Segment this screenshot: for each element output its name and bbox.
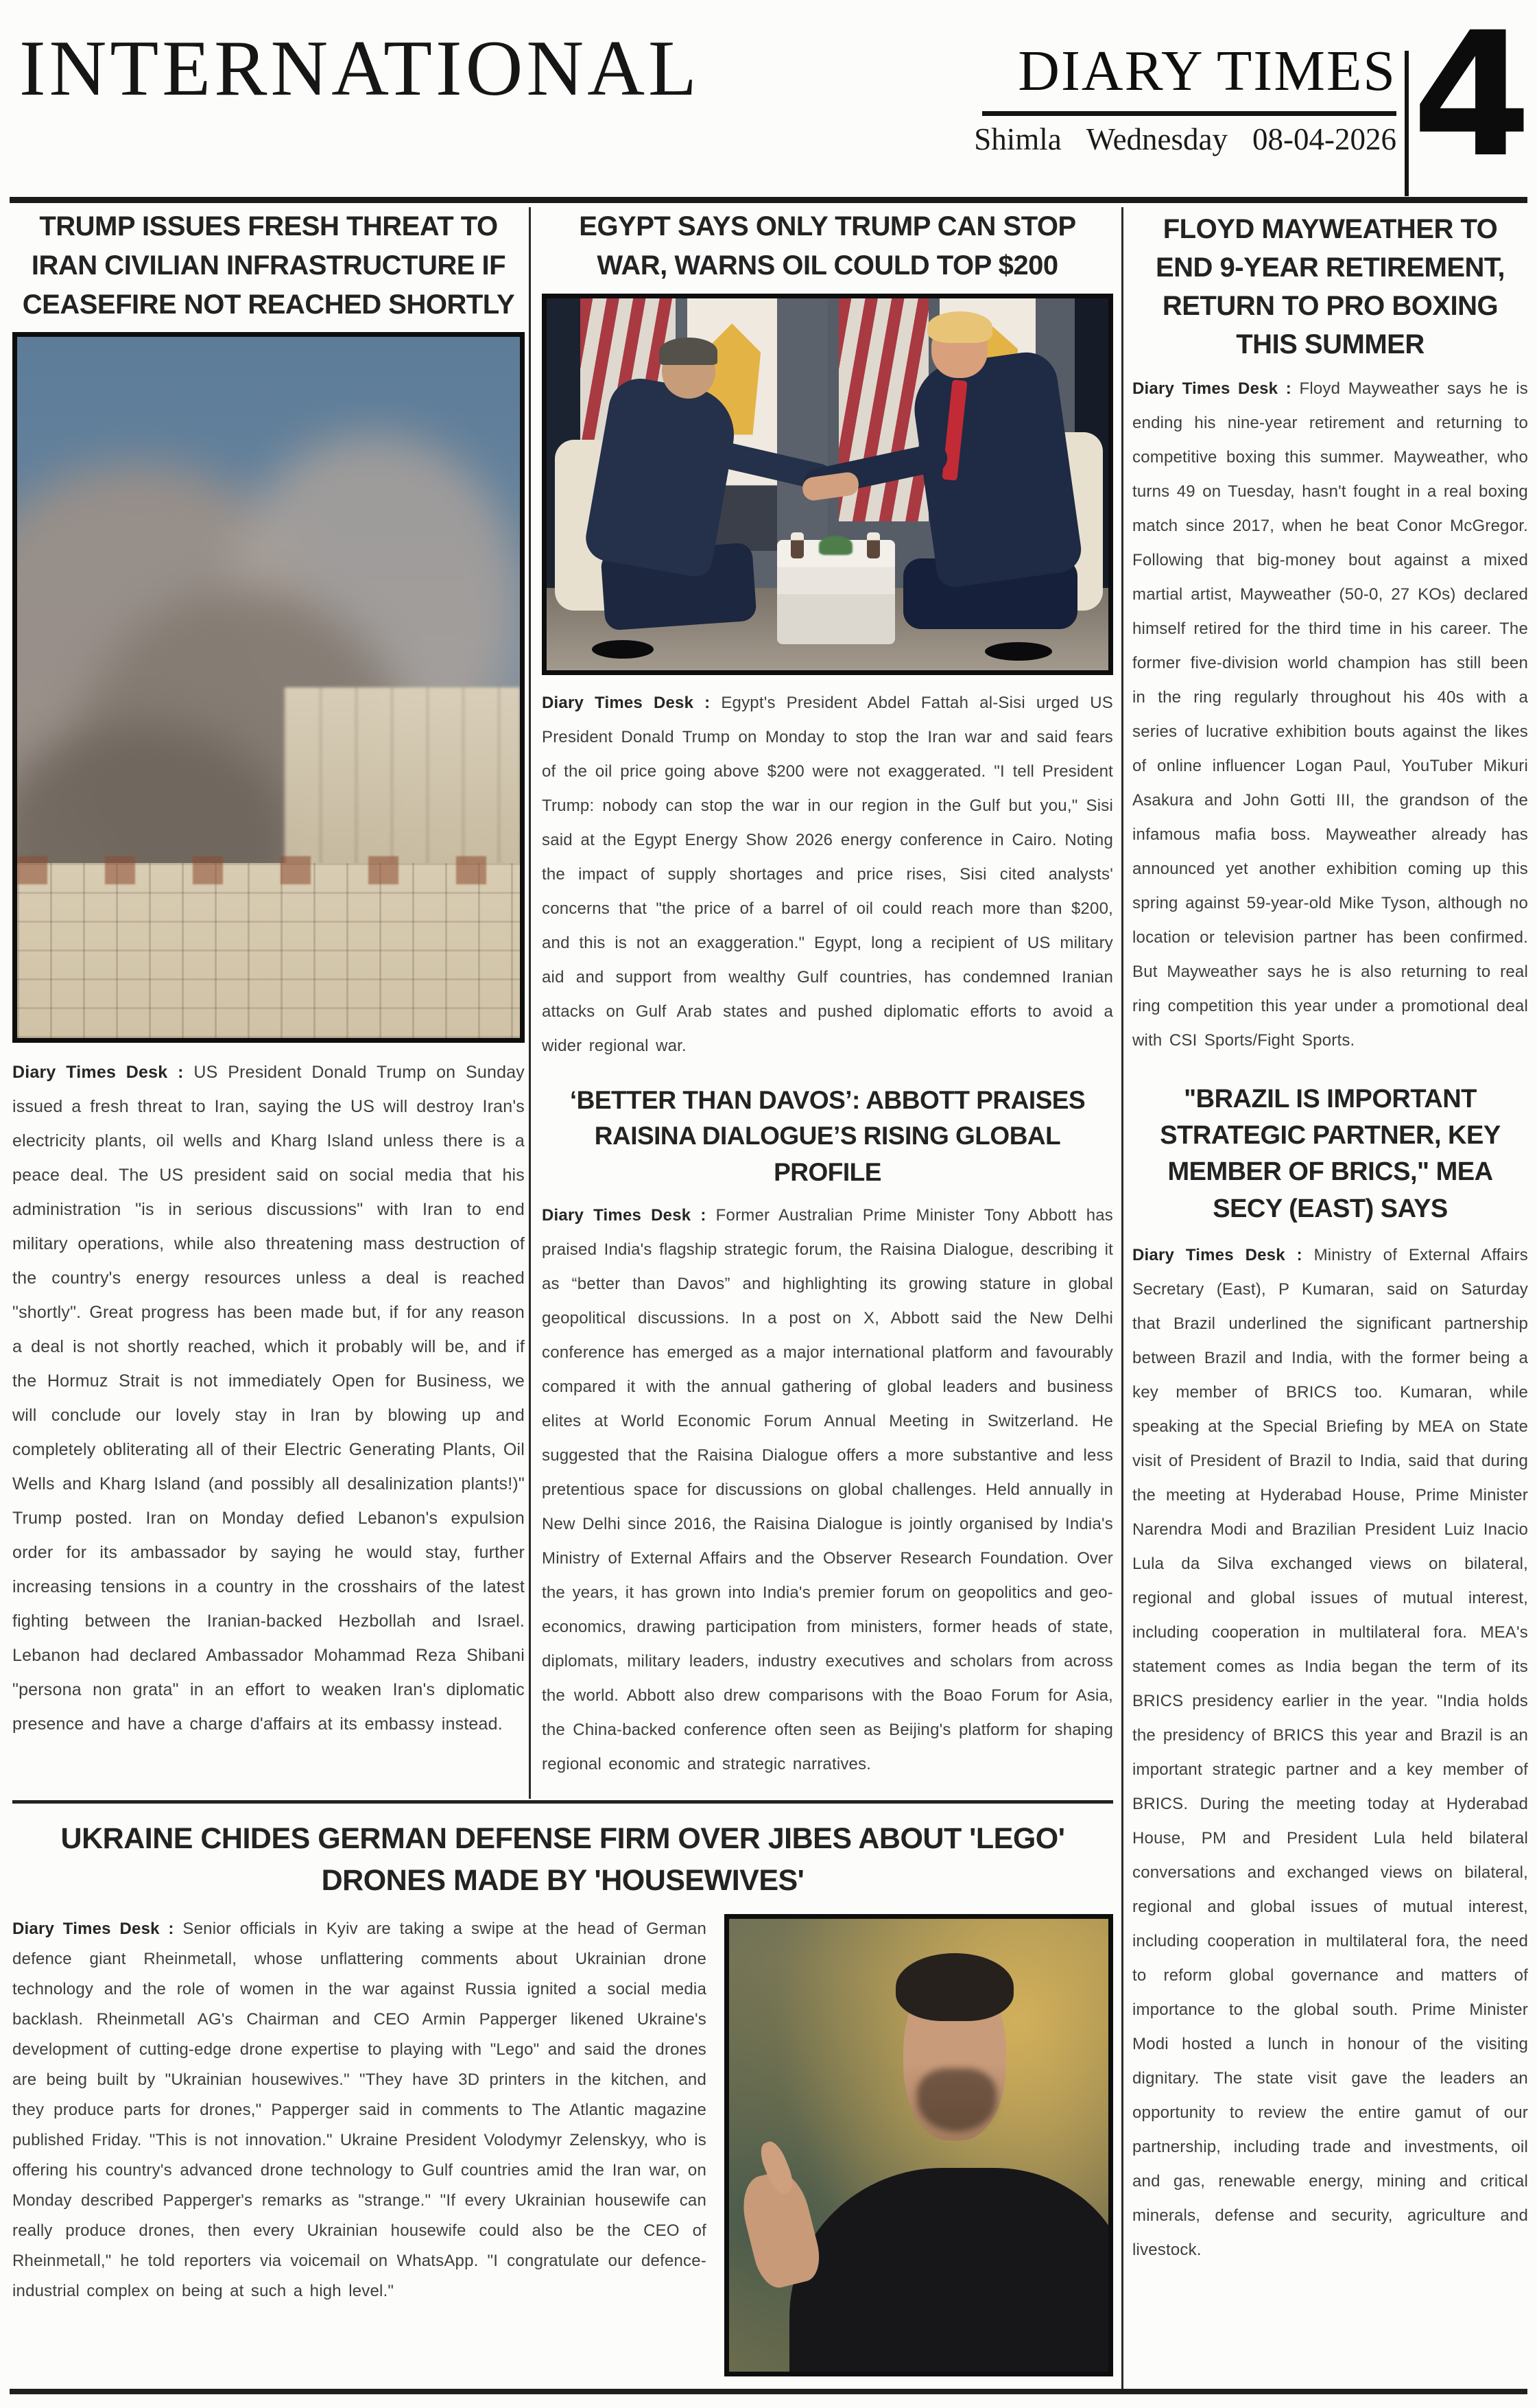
photo-art-glass	[791, 532, 804, 558]
article-headline: EGYPT SAYS ONLY TRUMP CAN STOP WAR, WARNS OIL COULD TOP $200	[579, 211, 1076, 281]
article-body	[12, 1055, 525, 1741]
desk-lead-label: Diary Times Desk :	[12, 1063, 184, 1083]
desk-lead-label: Diary Times Desk :	[1132, 379, 1291, 398]
zelenskyy-photo	[724, 1914, 1113, 2376]
desk-lead-label: Diary Times Desk :	[12, 1920, 174, 1939]
article-body-text: Former Australian Prime Minister Tony Abbott has praised India's flagship strategic forum, the Raisina Dialogue, describing it as “better than Davos” and highlighting its growing stature in global geopolitical discussions. In a post on X, Abbott said the New Delhi conference has emerged as a major international platform and favourably compared it with the annual gathering of global leaders and business elites at World Economic Forum Annual Meeting in Switzerland. He suggested that the Raisina Dialogue offers a more substantive and less pretentious space for discussions on global challenges. Held annually in New Delhi since 2016, the Raisina Dialogue is jointly organised by India's Ministry of External Affairs and the Observer Research Foundation. Over the years, it has grown into India's premier forum on geopolitics and geo-economics, drawing participation from ministers, former heads of state, diplomats, military leaders, industry executives and scholars from across the world. Abbott also drew comparisons with the Boao Forum for Asia, the China-backed conference often seen as Beijing's platform for shaping regional economic and strategic narratives.	[542, 1206, 1113, 1774]
photo-art-city-skyline	[284, 687, 521, 870]
article-headline: UKRAINE CHIDES GERMAN DEFENSE FIRM OVER JIBES ABOUT 'LEGO' DRONES MADE BY 'HOUSEWIVES'	[60, 1822, 1065, 1898]
article-headline: TRUMP ISSUES FRESH THREAT TO IRAN CIVILIAN INFRASTRUCTURE IF CEASEFIRE NOT REACHED SHORTLY	[22, 211, 515, 320]
column-divider-2	[1121, 207, 1123, 2389]
mid-section-rule	[12, 1800, 1113, 1804]
photo-art-beard	[917, 2068, 997, 2132]
article-egypt-oil	[542, 207, 1113, 1782]
top-rule	[10, 197, 1527, 203]
photo-art-glass	[867, 532, 880, 558]
edition-date: 08-04-2026	[1252, 122, 1396, 156]
photo-art-shoe	[592, 640, 654, 659]
article-trump-iran	[12, 207, 525, 1741]
article-body-text: Senior officials in Kyiv are taking a swipe at the head of German defence giant Rheinmetall, whose unflattering comments about Ukrainian drone technology and the role of women in the war against Russia ignited a social media backlash. Rheinmetall AG's Chairman and CEO Armin Papperger likened Ukraine's development of cutting-edge drone expertise to playing with "Lego" and said the drones are being built by "Ukrainian housewives." "They have 3D printers in the kitchen, and they produce parts for drones," Papperger said in comments to The Atlantic magazine published Friday. "This is not innovation." Ukraine President Volodymyr Zelenskyy, who is offering his country's advanced drone technology to Gulf countries amid the Iran war, on Monday described Papperger's remarks as "strange." "If every Ukrainian housewife can really produce drones, then every Ukrainian housewife could also be the CEO of Rheinmetall," he told reporters via voicemail on WhatsApp. "I congratulate our defence-industrial complex on being at such a high level."	[12, 1920, 707, 2301]
article-ukraine-drones	[12, 1818, 1113, 2376]
desk-lead-label: Diary Times Desk :	[1132, 1245, 1302, 1264]
article-body	[1132, 372, 1528, 1058]
photo-art-city-skyline	[17, 863, 520, 1039]
ukraine-article-row	[12, 1914, 1113, 2376]
place-date-line	[974, 124, 1396, 155]
article-body-text: Floyd Mayweather says he is ending his nine-year retirement and returning to competitive boxing this summer. Mayweather, who turns 49 on Tuesday, hasn't fought in a real boxing match since 2017, when he beat Conor McGregor. Following that big-money bout against a mixed martial artist, Mayweather (50-0, 27 KOs) declared himself retired for the third time in his career. The former five-division world champion has still been in the ring regularly throughout his 40s with a series of lucrative exhibition bouts against the likes of online influencer Logan Paul, YouTuber Mikuri Asakura and John Gotti III, the grandson of the infamous mafia boss. Mayweather already has announced yet another exhibition coming up this spring against 59-year-old Mike Tyson, although no location or television partner has been confirmed. But Mayweather says he is also returning to real ring competition this year under a promotional deal with CSI Sports/Fight Sports.	[1132, 379, 1529, 1050]
article-body	[12, 1914, 706, 2306]
desk-lead-label: Diary Times Desk :	[542, 1206, 706, 1225]
article-headline-abbott: ‘BETTER THAN DAVOS’: ABBOTT PRAISES RAISINA DIALOGUE’S RISING GLOBAL PROFILE	[569, 1085, 1086, 1186]
article-body-abbott	[542, 1199, 1113, 1782]
article-body-text: Ministry of External Affairs Secretary (East), P Kumaran, said on Saturday that Brazil underlined the significant partnership between Brazil and India, with the former being a key member of BRICS too. Kumaran, while speaking at the Special Briefing by MEA on State visit of President of Brazil to India, said that during the meeting at Hyderabad House, Prime Minister Narendra Modi and Brazilian President Luiz Inacio Lula da Silva exchanged views on bilateral, regional and global issues of mutual interest, including cooperation in multilateral fora. MEA's statement comes as India began the term of its BRICS presidency earlier in the year. "India holds the presidency of BRICS this year and Brazil is an important strategic partner and a key member of BRICS. During the meeting today at Hyderabad House, PM and President Lula held bilateral conversations and exchanged views on bilateral, regional and global issues of mutual interest, including cooperation in multilateral fora, the need to reform global governance and matters of importance to the global south. Prime Minister Modi hosted a lunch in honour of the visiting dignitary. The state visit gave the leaders an opportunity to review the entire gamut of our partnership, including trade and investments, oil and gas, renewable energy, mining and critical minerals, defense and security, agriculture and livestock.	[1132, 1245, 1528, 2259]
edition-weekday: Wednesday	[1086, 122, 1228, 156]
bottom-rule	[10, 2389, 1527, 2394]
article-body-brics	[1132, 1238, 1528, 2267]
article-body	[542, 686, 1113, 1063]
column-divider-1	[529, 207, 531, 1799]
masthead-rule	[982, 111, 1396, 116]
section-title: INTERNATIONAL	[19, 25, 700, 113]
sisi-trump-handshake-photo	[542, 294, 1113, 675]
photo-art-hair	[896, 1953, 1013, 2021]
page-number: 4	[1412, 0, 1532, 195]
photo-art-sisi-figure	[659, 338, 717, 365]
edition-city: Shimla	[974, 122, 1062, 156]
article-mayweather	[1132, 210, 1528, 2267]
article-headline: FLOYD MAYWEATHER TO END 9-YEAR RETIREMENT, RETURN TO PRO BOXING THIS SUMMER	[1155, 214, 1505, 359]
photo-art-trump-figure	[927, 311, 992, 343]
paper-name: DIARY TIMES	[1018, 39, 1396, 103]
article-headline-brics: "BRAZIL IS IMPORTANT STRATEGIC PARTNER, KEY MEMBER OF BRICS," MEA SECY (EAST) SAYS	[1160, 1085, 1501, 1223]
article-body-text: Egypt's President Abdel Fattah al-Sisi urged US President Donald Trump on Monday to stop the Iran war and said fears of the oil price going above $200 were not exaggerated. "I tell President Trump: nobody can stop the war in our region in the Gulf but you," Sisi said at the Egypt Energy Show 2026 energy conference in Cairo. Noting the impact of supply shortages and price rises, Sisi cited analysts' concerns that "the price of a barrel of oil could reach more than $200, and this is not an exaggeration." Egypt, long a recipient of US military aid and support from wealthy Gulf countries, has condemned Iranian attacks on Gulf Arab states and pushed diplomatic efforts to avoid a wider regional war.	[542, 693, 1114, 1055]
masthead	[912, 39, 1396, 156]
article-body-text: US President Donald Trump on Sunday issued a fresh threat to Iran, saying the US will destroy Iran's electricity plants, oil wells and Kharg Island unless there is a peace deal. The US president said on social media that his administration "is in serious discussions" with Iran to end military operations, while also threatening mass destruction of the country's energy resources unless a deal is reached "shortly". Great progress has been made but, if for any reason a deal is not shortly reached, which it probably will be, and if the Hormuz Strait is not immediately Open for Business, we will conclude our lovely stay in Iran by blowing up and completely obliterating all of their Electric Generating Plants, Oil Wells and Kharg Island (and possibly all desalinization plants!)" Trump posted. Iran on Monday defied Lebanon's expulsion order for its ambassador by saying he would stay, further increasing tensions in a country in the crosshairs of the latest fighting between the Iranian-backed Hezbollah and Israel. Lebanon had declared Ambassador Mohammad Reza Shibani "persona non grata" in an effort to weaken Iran's diplomatic presence and have a charge d'affairs at its embassy instead.	[12, 1063, 525, 1734]
iran-strike-photo	[12, 332, 525, 1043]
desk-lead-label: Diary Times Desk :	[542, 693, 711, 712]
photo-art-shoe	[985, 642, 1052, 661]
photo-art-plant	[819, 536, 853, 554]
photo-art-rooftops	[17, 856, 520, 884]
masthead-divider	[1405, 51, 1409, 196]
